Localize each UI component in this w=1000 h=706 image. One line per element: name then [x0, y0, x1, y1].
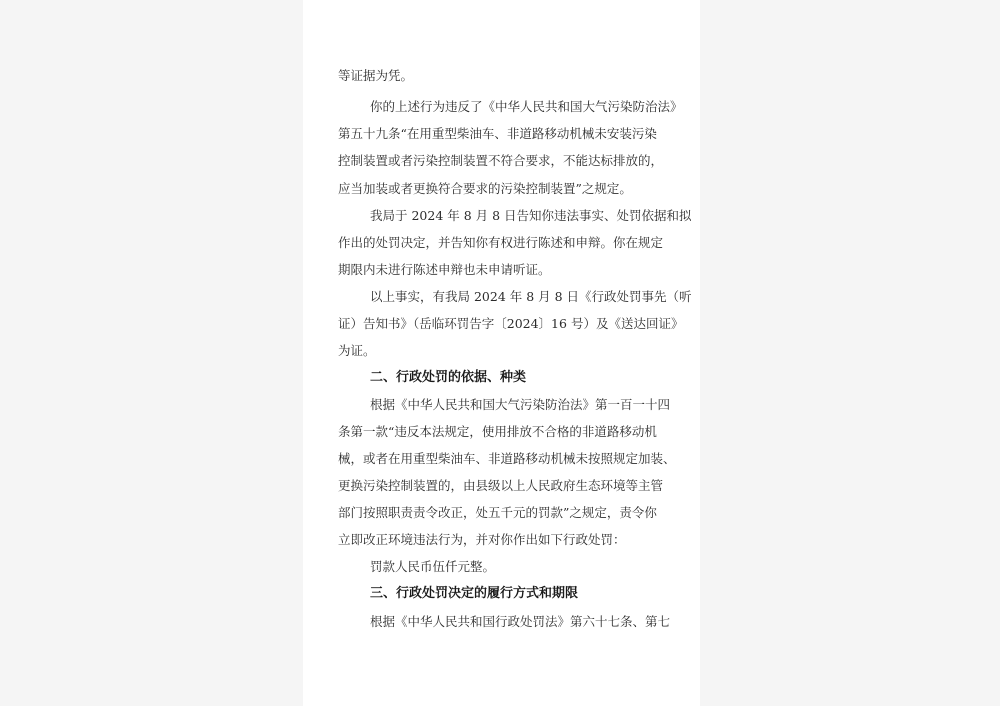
text-line: 罚款人民币伍仟元整。 — [370, 559, 496, 574]
text-line: 立即改正环境违法行为，并对你作出如下行政处罚： — [338, 532, 626, 547]
document-page — [303, 0, 700, 706]
text-line: 械，或者在用重型柴油车、非道路移动机械未按照规定加装、 — [338, 451, 676, 466]
section-heading: 二、行政处罚的依据、种类 — [370, 370, 527, 385]
text-line: 条第一款“违反本法规定，使用排放不合格的非道路移动机 — [338, 424, 657, 439]
text-line: 第五十九条“在用重型柴油车、非道路移动机械未安装污染 — [338, 126, 657, 141]
text-line: 更换污染控制装置的，由县级以上人民政府生态环境等主管 — [338, 478, 664, 493]
text-line: 作出的处罚决定，并告知你有权进行陈述和申辩。你在规定 — [338, 235, 664, 250]
text-line: 根据《中华人民共和国大气污染防治法》第一百一十四 — [370, 397, 671, 412]
text-line: 我局于 2024 年 8 月 8 日告知你违法事实、处罚依据和拟 — [370, 208, 692, 223]
text-line: 证）告知书》（岳临环罚告字〔2024〕16 号）及《送达回证》 — [338, 316, 684, 331]
text-line: 部门按照职责责令改正，处五千元的罚款”之规定，责令你 — [338, 505, 657, 520]
section-heading: 三、行政处罚决定的履行方式和期限 — [370, 586, 579, 601]
text-line: 控制装置或者污染控制装置不符合要求，不能达标排放的， — [338, 153, 664, 168]
text-line: 应当加装或者更换符合要求的污染控制装置”之规定。 — [338, 181, 632, 196]
text-line: 你的上述行为违反了《中华人民共和国大气污染防治法》 — [370, 99, 683, 114]
text-line: 为证。 — [338, 343, 376, 358]
text-line: 等证据为凭。 — [338, 68, 414, 83]
text-line: 以上事实，有我局 2024 年 8 月 8 日《行政处罚事先（听 — [370, 289, 692, 304]
text-line: 期限内未进行陈述申辩也未申请听证。 — [338, 262, 551, 277]
text-line: 根据《中华人民共和国行政处罚法》第六十七条、第七 — [370, 614, 671, 629]
